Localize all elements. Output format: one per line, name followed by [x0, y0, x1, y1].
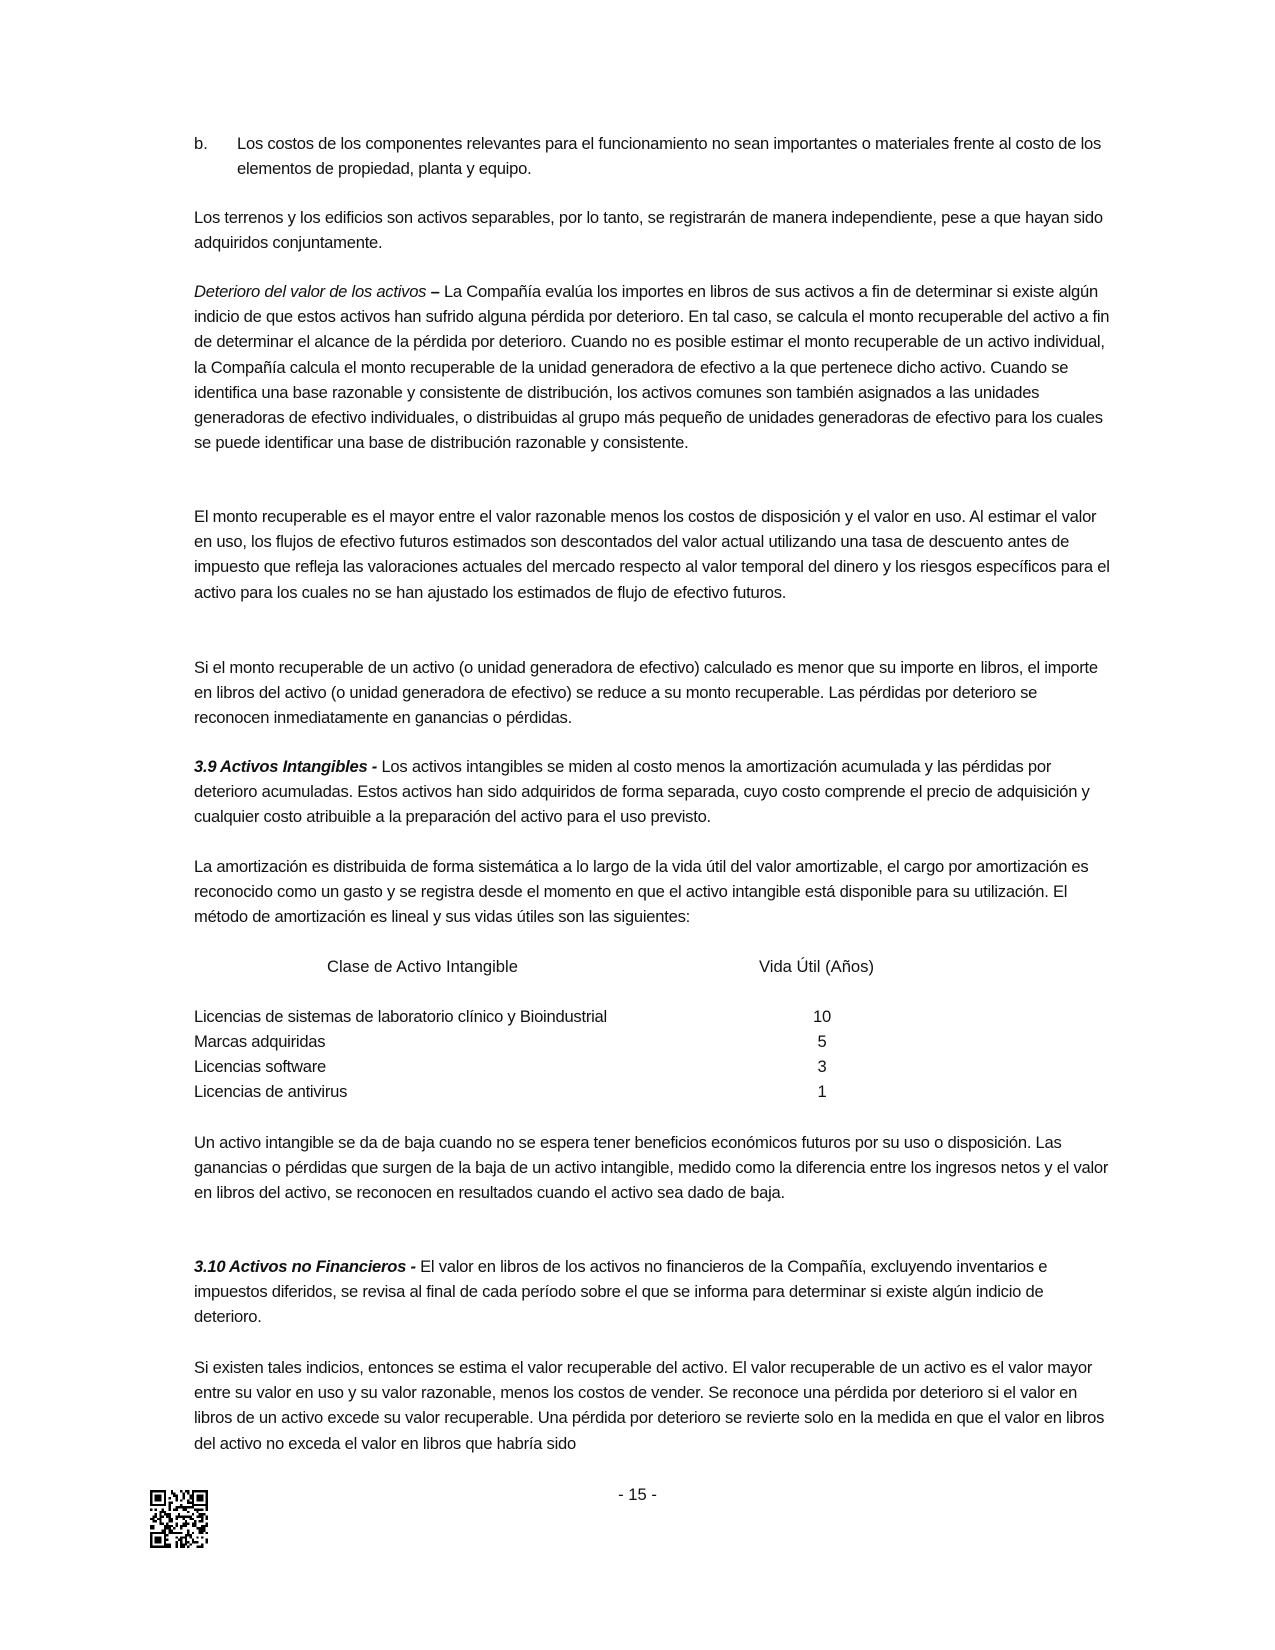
qr-module — [166, 1534, 168, 1536]
qr-module — [182, 1525, 184, 1527]
qr-module — [182, 1543, 184, 1545]
qr-module — [150, 1534, 152, 1536]
qr-module — [152, 1520, 154, 1522]
qr-module — [189, 1543, 191, 1545]
qr-module — [162, 1532, 164, 1534]
qr-module — [162, 1509, 164, 1511]
qr-module — [152, 1516, 154, 1518]
qr-module — [169, 1509, 171, 1511]
qr-module — [164, 1511, 166, 1513]
qr-module — [155, 1536, 157, 1538]
qr-module — [157, 1532, 159, 1534]
qr-module — [194, 1509, 196, 1511]
qr-module — [192, 1506, 194, 1508]
qr-module — [178, 1516, 180, 1518]
qr-module — [159, 1546, 161, 1548]
qr-module — [178, 1513, 180, 1515]
paragraph-monto-recuperable: El monto recuperable es el mayor entre el valor razonable menos los costos de disposición y el valor en uso. Al estimar el valor en uso, los flujos de efectivo futuros estimados son descontados del valor actual utilizando una tasa de descuento antes de impuesto que refleja las valoraciones actuales del mercado respecto al valor temporal del dinero y los riesgos específicos para el activo para los cuales no se han ajustado los estimados de flujo de efectivo futuros. — [194, 507, 1110, 602]
qr-module — [199, 1513, 201, 1515]
qr-module — [180, 1536, 182, 1538]
table-row — [194, 1054, 894, 1079]
qr-module — [166, 1539, 168, 1541]
qr-module — [206, 1541, 208, 1543]
qr-module — [159, 1511, 161, 1513]
qr-module — [201, 1536, 203, 1538]
qr-module — [162, 1511, 164, 1513]
qr-module — [203, 1529, 205, 1531]
qr-module — [201, 1516, 203, 1518]
qr-module — [169, 1532, 171, 1534]
qr-module — [166, 1525, 168, 1527]
qr-module — [199, 1516, 201, 1518]
deterioro-heading: Deterioro del valor de los activos — [194, 282, 427, 301]
qr-module — [171, 1520, 173, 1522]
table-header-vida-util: Vida Útil (Años) — [759, 957, 874, 976]
qr-module — [155, 1546, 157, 1548]
qr-module — [199, 1527, 201, 1529]
qr-module — [159, 1522, 161, 1524]
page-number: - 15 - — [618, 1485, 657, 1504]
qr-module — [150, 1543, 152, 1545]
qr-module — [176, 1509, 178, 1511]
qr-module — [169, 1520, 171, 1522]
qr-module — [185, 1509, 187, 1511]
qr-module — [166, 1522, 168, 1524]
qr-module — [155, 1539, 157, 1541]
qr-module — [182, 1506, 184, 1508]
qr-module — [159, 1518, 161, 1520]
qr-module — [173, 1527, 175, 1529]
deterioro-text: La Compañía evalúa los importes en libros de sus activos a fin de determinar si existe algún indicio de que estos activos han sufrido alguna pérdida por deterioro. En tal caso, se calcula el monto recuperable del activo a fin de determinar el alcance de la pérdida por deterioro. Cuando no es posible estimar el monto recuperable de un activo individual, la Compañía calcula el monto recuperable de la unidad generadora de efectivo a la que pertenece dicho activo. Cuando se identifica una base razonable y consistente de distribución, los activos comunes son también asignados a las unidades generadoras de efectivo individuales, o distribuidas al grupo más pequeño de unidades generadoras de efectivo para los cuales se puede identificar una base de distribución razonable y consistente. — [194, 282, 1110, 453]
qr-module — [169, 1546, 171, 1548]
qr-module — [189, 1506, 191, 1508]
qr-module — [176, 1506, 178, 1508]
qr-module — [164, 1525, 166, 1527]
qr-module — [152, 1527, 154, 1529]
qr-module — [157, 1518, 159, 1520]
qr-module — [176, 1532, 178, 1534]
qr-module — [164, 1543, 166, 1545]
paragraph-deterioro — [194, 279, 1112, 455]
table-cell-vida: 1 — [817, 1082, 827, 1101]
qr-module — [162, 1522, 164, 1524]
qr-module — [164, 1529, 166, 1531]
qr-module — [180, 1527, 182, 1529]
qr-module — [166, 1543, 168, 1545]
section-3-9-text: Los activos intangibles se miden al costo menos la amortización acumulada y las pérdidas por deterioro acumuladas. Estos activos han sido adquiridos de forma separada, cuyo costo comprende el precio de adquisición y cualquier costo atribuible a la preparación del activo para el uso previsto. — [194, 757, 1090, 827]
qr-module — [176, 1525, 178, 1527]
qr-module — [199, 1509, 201, 1511]
qr-module — [189, 1534, 191, 1536]
qr-module — [199, 1546, 201, 1548]
qr-module — [206, 1506, 208, 1508]
qr-module — [187, 1541, 189, 1543]
qr-module — [185, 1525, 187, 1527]
qr-module — [176, 1518, 178, 1520]
list-item-text: Los costos de los componentes relevantes para el funcionamiento no sean importantes o materiales frente al costo de los elementos de propiedad, planta y equipo. — [237, 134, 1102, 179]
qr-module — [192, 1518, 194, 1520]
qr-module — [187, 1516, 189, 1518]
section-3-10-text: El valor en libros de los activos no financieros de la Compañía, excluyendo inventarios e impuestos diferidos, se revisa al final de cada período sobre el que se informa para determinar si existe algún indicio de deterioro. — [194, 1257, 1048, 1327]
qr-module — [164, 1513, 166, 1515]
qr-module — [176, 1543, 178, 1545]
table-header-clase: Clase de Activo Intangible — [327, 957, 518, 976]
qr-module — [169, 1518, 171, 1520]
qr-module — [171, 1532, 173, 1534]
qr-module — [185, 1516, 187, 1518]
qr-module — [150, 1527, 152, 1529]
qr-module — [201, 1546, 203, 1548]
qr-module — [180, 1543, 182, 1545]
qr-module — [194, 1520, 196, 1522]
qr-module — [182, 1522, 184, 1524]
qr-module — [176, 1522, 178, 1524]
table-cell-vida: 10 — [813, 1007, 831, 1026]
qr-module — [185, 1522, 187, 1524]
qr-module — [159, 1516, 161, 1518]
qr-module — [196, 1536, 198, 1538]
qr-module — [206, 1516, 208, 1518]
qr-module — [169, 1543, 171, 1545]
qr-module — [157, 1541, 159, 1543]
qr-module — [176, 1516, 178, 1518]
qr-module — [150, 1546, 152, 1548]
paragraph-amortizacion: La amortización es distribuida de forma sistemática a lo largo de la vida útil del valor amortizable, el cargo por amortización es reconocido como un gasto y se registra desde el momento en que el activo intangible está disponible para su utilización. El método de amortización es lineal y sus vidas útiles son las siguientes: — [194, 857, 1089, 927]
qr-module — [152, 1532, 154, 1534]
section-3-10 — [194, 1254, 1112, 1330]
qr-module — [189, 1516, 191, 1518]
qr-module — [196, 1527, 198, 1529]
qr-module — [166, 1527, 168, 1529]
table-cell-clase: Licencias de sistemas de laboratorio clínico y Bioindustrial — [194, 1007, 607, 1026]
qr-module — [162, 1529, 164, 1531]
qr-module — [201, 1543, 203, 1545]
qr-module — [176, 1546, 178, 1548]
qr-module — [194, 1525, 196, 1527]
qr-module — [206, 1522, 208, 1524]
qr-module — [185, 1541, 187, 1543]
qr-module — [171, 1529, 173, 1531]
section-3-9 — [194, 754, 1112, 830]
qr-module — [192, 1513, 194, 1515]
qr-module — [201, 1518, 203, 1520]
qr-module — [150, 1539, 152, 1541]
qr-module — [164, 1546, 166, 1548]
qr-module — [155, 1532, 157, 1534]
qr-module — [196, 1516, 198, 1518]
qr-module — [176, 1541, 178, 1543]
qr-module — [187, 1534, 189, 1536]
table-row — [194, 1004, 894, 1029]
qr-module — [169, 1513, 171, 1515]
qr-module — [185, 1520, 187, 1522]
qr-module — [159, 1541, 161, 1543]
paragraph-indicios: Si existen tales indicios, entonces se estima el valor recuperable del activo. El valor recuperable de un activo es el valor mayor entre su valor en uso y su valor razonable, menos los costos de vender. Se reconoce una pérdida por deterioro si el valor en libros de un activo excede su valor recuperable. Una pérdida por deterioro se revierte solo en la medida en que el valor en libros del activo no exceda el valor en libros que habría sido — [194, 1358, 1105, 1453]
qr-module — [171, 1525, 173, 1527]
qr-module — [180, 1539, 182, 1541]
qr-module — [164, 1536, 166, 1538]
qr-module — [150, 1541, 152, 1543]
qr-module — [150, 1509, 152, 1511]
qr-module — [150, 1518, 152, 1520]
qr-module — [159, 1532, 161, 1534]
qr-module — [182, 1518, 184, 1520]
qr-module — [159, 1520, 161, 1522]
paragraph-terrenos: Los terrenos y los edificios son activos separables, por lo tanto, se registrarán de manera independiente, pese a que hayan sido adquiridos conjuntamente. — [194, 208, 1103, 253]
qr-module — [173, 1532, 175, 1534]
list-marker: b. — [194, 134, 208, 153]
qr-module — [180, 1525, 182, 1527]
qr-module — [180, 1532, 182, 1534]
qr-module — [169, 1525, 171, 1527]
qr-module — [185, 1506, 187, 1508]
qr-module — [194, 1522, 196, 1524]
qr-module — [164, 1527, 166, 1529]
qr-module — [164, 1539, 166, 1541]
qr-module — [159, 1539, 161, 1541]
qr-module — [176, 1536, 178, 1538]
qr-module — [187, 1506, 189, 1508]
qr-module — [166, 1546, 168, 1548]
qr-module — [180, 1546, 182, 1548]
qr-module — [162, 1546, 164, 1548]
qr-module — [152, 1546, 154, 1548]
qr-module — [206, 1509, 208, 1511]
table-cell-vida: 3 — [817, 1057, 827, 1076]
qr-module — [196, 1546, 198, 1548]
qr-module — [206, 1532, 208, 1534]
qr-module — [171, 1518, 173, 1520]
qr-module — [189, 1536, 191, 1538]
table-cell-clase: Licencias de antivirus — [194, 1082, 348, 1101]
qr-module — [159, 1536, 161, 1538]
qr-module — [187, 1522, 189, 1524]
qr-module — [185, 1543, 187, 1545]
table-row — [194, 1029, 894, 1054]
qr-module — [157, 1546, 159, 1548]
qr-module — [162, 1516, 164, 1518]
qr-module — [169, 1506, 171, 1508]
paragraph-baja: Un activo intangible se da de baja cuando no se espera tener beneficios económicos futuros por su uso o disposición. Las ganancias o pérdidas que surgen de la baja de un activo intangible, medido como la diferencia entre los ingresos netos y el valor en libros del activo, se reconocen en resultados cuando el activo sea dado de baja. — [194, 1133, 1109, 1203]
qr-module — [192, 1532, 194, 1534]
qr-module — [169, 1516, 171, 1518]
qr-module — [201, 1529, 203, 1531]
qr-module — [187, 1546, 189, 1548]
qr-module — [182, 1536, 184, 1538]
qr-module — [203, 1525, 205, 1527]
qr-module — [173, 1509, 175, 1511]
qr-module — [155, 1516, 157, 1518]
qr-module — [180, 1541, 182, 1543]
section-3-9-heading: 3.9 Activos Intangibles - — [194, 757, 378, 776]
qr-module — [182, 1509, 184, 1511]
qr-module — [206, 1539, 208, 1541]
qr-module — [169, 1527, 171, 1529]
qr-module — [178, 1539, 180, 1541]
section-3-10-heading: 3.10 Activos no Financieros - — [194, 1257, 416, 1276]
qr-module — [192, 1522, 194, 1524]
qr-module — [169, 1529, 171, 1531]
qr-module — [203, 1527, 205, 1529]
qr-module — [152, 1518, 154, 1520]
deterioro-dash: – — [426, 282, 444, 301]
qr-module — [201, 1513, 203, 1515]
qr-module — [192, 1541, 194, 1543]
paragraph-si-monto: Si el monto recuperable de un activo (o unidad generadora de efectivo) calculado es menor que su importe en libros, el importe en libros del activo (o unidad generadora de efectivo) se reduce a su monto recuperable. Las pérdidas por deterioro se reconocen inmediatamente en ganancias o pérdidas. — [194, 658, 1098, 728]
qr-module — [201, 1532, 203, 1534]
qr-module — [201, 1527, 203, 1529]
qr-module — [157, 1539, 159, 1541]
qr-module — [194, 1541, 196, 1543]
qr-module — [187, 1511, 189, 1513]
qr-module — [150, 1536, 152, 1538]
qr-module — [185, 1539, 187, 1541]
qr-module — [185, 1534, 187, 1536]
qr-module — [180, 1516, 182, 1518]
qr-module — [192, 1525, 194, 1527]
qr-module — [203, 1513, 205, 1515]
qr-module — [187, 1529, 189, 1531]
qr-module — [164, 1541, 166, 1543]
qr-module — [164, 1532, 166, 1534]
qr-module — [150, 1525, 152, 1527]
qr-module — [152, 1525, 154, 1527]
qr-module — [157, 1536, 159, 1538]
qr-module — [201, 1509, 203, 1511]
qr-module — [201, 1525, 203, 1527]
qr-module — [155, 1513, 157, 1515]
qr-module — [196, 1541, 198, 1543]
qr-module — [199, 1529, 201, 1531]
qr-module — [196, 1511, 198, 1513]
table-cell-clase: Licencias software — [194, 1057, 327, 1076]
qr-module — [166, 1513, 168, 1515]
qr-module — [182, 1516, 184, 1518]
qr-module — [199, 1532, 201, 1534]
qr-module — [150, 1532, 152, 1534]
table-row — [194, 1079, 894, 1104]
qr-module — [182, 1546, 184, 1548]
qr-module — [192, 1539, 194, 1541]
qr-module — [185, 1536, 187, 1538]
qr-module — [159, 1513, 161, 1515]
qr-module — [196, 1509, 198, 1511]
qr-module — [201, 1520, 203, 1522]
qr-module — [187, 1532, 189, 1534]
qr-module — [164, 1534, 166, 1536]
qr-module — [199, 1520, 201, 1522]
qr-module — [206, 1525, 208, 1527]
qr-module — [206, 1518, 208, 1520]
qr-module — [155, 1509, 157, 1511]
qr-module — [178, 1506, 180, 1508]
qr-module — [166, 1516, 168, 1518]
qr-module — [189, 1518, 191, 1520]
qr-module — [155, 1520, 157, 1522]
qr-module — [180, 1506, 182, 1508]
table-cell-vida: 5 — [817, 1032, 827, 1051]
qr-module — [155, 1541, 157, 1543]
table-cell-clase: Marcas adquiridas — [194, 1032, 326, 1051]
qr-module — [178, 1532, 180, 1534]
